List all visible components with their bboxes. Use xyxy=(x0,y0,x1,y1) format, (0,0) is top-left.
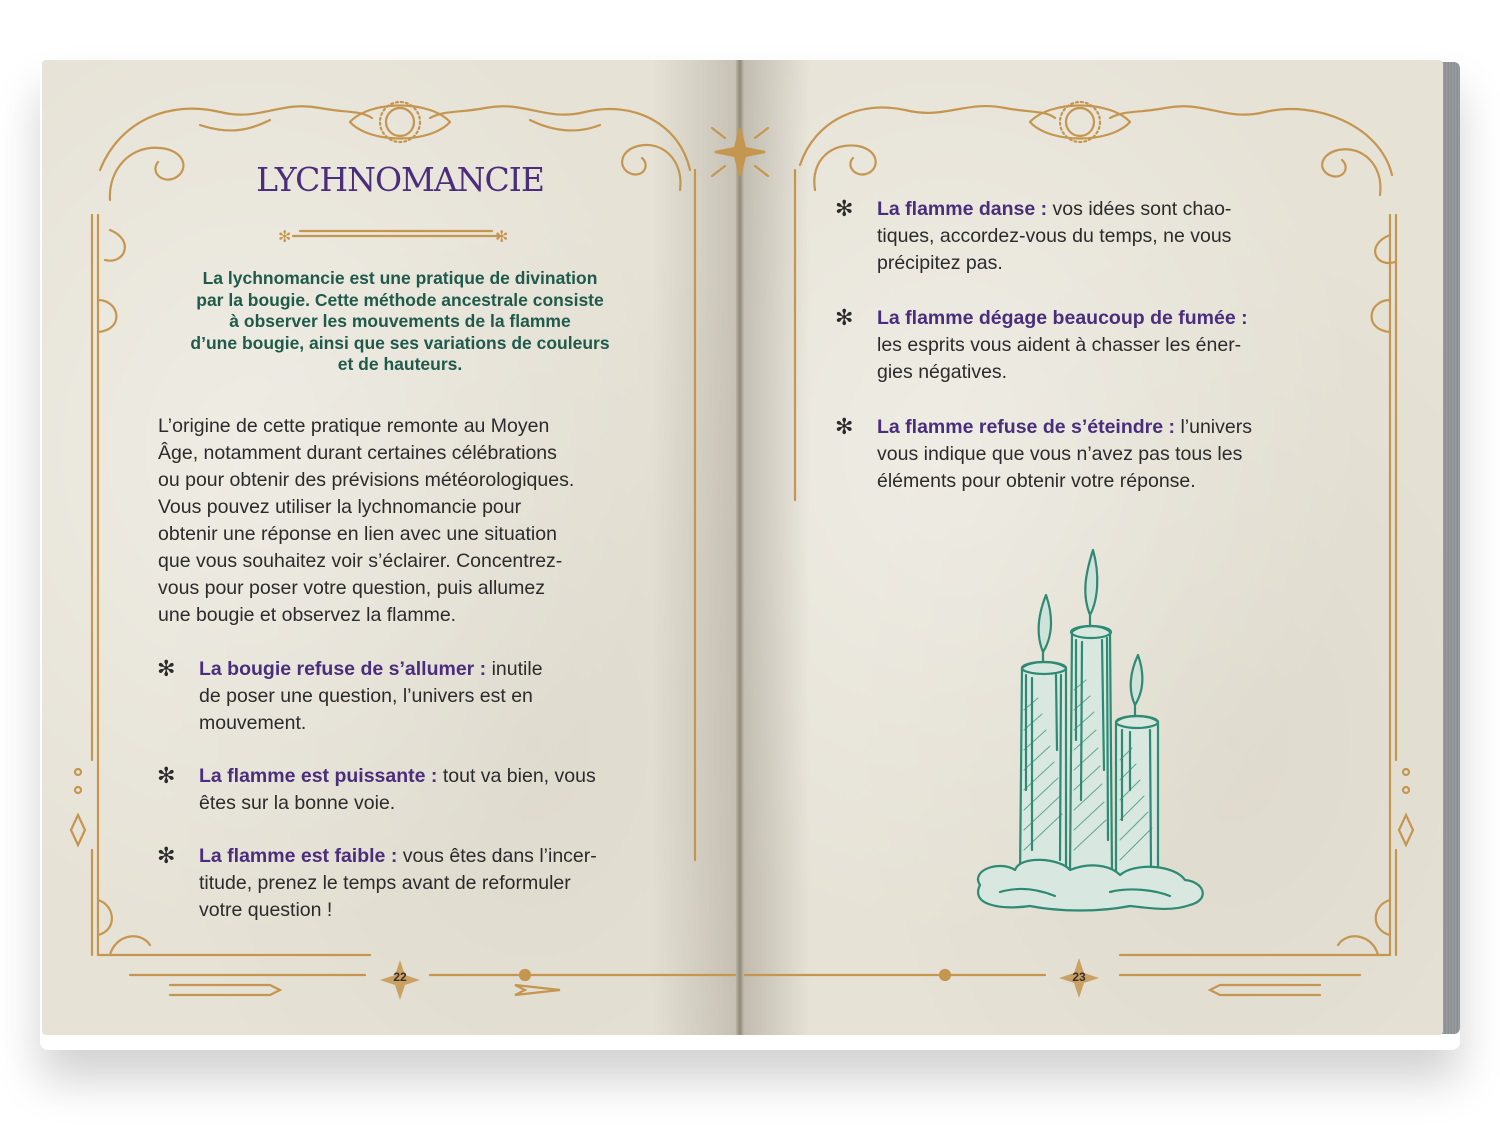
intro-line: d’une bougie, ainsi que ses variations de couleurs xyxy=(190,332,610,353)
bullet-lead: La flamme refuse de s’éteindre : xyxy=(877,416,1176,438)
body-line: obtenir une réponse en lien avec une situation xyxy=(158,523,557,545)
bullet-lead: La flamme danse : xyxy=(877,198,1048,220)
intro-line: La lychnomancie est une pratique de divination xyxy=(202,268,598,288)
bullet-lead: La flamme est faible : xyxy=(199,845,398,867)
bullet-text: l’univers xyxy=(1175,416,1252,438)
bullet-lead: La bougie refuse de s’allumer : xyxy=(199,658,487,680)
bullet-line: les esprits vous aident à chasser les éner- xyxy=(877,334,1242,356)
svg-text:✻: ✻ xyxy=(278,227,292,246)
asterisk-bullet-icon: ✻ xyxy=(835,197,854,222)
bullet-text: vous êtes dans l’incer- xyxy=(397,845,597,867)
intro-line: par la bougie. Cette méthode ancestrale consiste xyxy=(196,289,604,310)
body-line: Vous pouvez utiliser la lychnomancie pour xyxy=(158,496,522,518)
asterisk-bullet-icon: ✻ xyxy=(835,306,854,331)
intro-paragraph xyxy=(160,268,640,376)
asterisk-bullet-icon: ✻ xyxy=(157,657,176,682)
bullet-line: vous indique que vous n’avez pas tous les xyxy=(877,443,1243,465)
body-line: que vous souhaitez voir s’éclairer. Concentrez- xyxy=(158,550,563,572)
svg-text:✻: ✻ xyxy=(495,227,509,246)
body-line: une bougie et observez la flamme. xyxy=(158,604,457,626)
bullet-line: de poser une question, l’univers est en xyxy=(199,685,533,707)
page-title: LYCHNOMANCIE xyxy=(256,160,544,199)
intro-line: à observer les mouvements de la flamme xyxy=(229,311,571,331)
bullet-line: précipitez pas. xyxy=(877,252,1003,274)
asterisk-bullet-icon: ✻ xyxy=(835,415,854,440)
body-line: Âge, notamment durant certaines célébrations xyxy=(158,442,557,464)
bullet-line: éléments pour obtenir votre réponse. xyxy=(877,470,1196,492)
bullet-line: tiques, accordez-vous du temps, ne vous xyxy=(877,225,1232,247)
bullet-text: tout va bien, vous xyxy=(437,765,596,787)
bullet-lead: La flamme dégage beaucoup de fumée : xyxy=(877,307,1248,329)
bullet-line: gies négatives. xyxy=(877,361,1008,383)
bullet-line: titude, prenez le temps avant de reformuler xyxy=(199,872,571,894)
bullet-line: mouvement. xyxy=(199,712,307,734)
bullet-line: votre question ! xyxy=(199,899,333,921)
asterisk-bullet-icon: ✻ xyxy=(157,764,176,789)
asterisk-bullet-icon: ✻ xyxy=(157,844,176,869)
page-number: 23 xyxy=(1072,970,1086,984)
three-candles-illustration xyxy=(960,540,1220,920)
bullet-text: inutile xyxy=(486,658,543,680)
body-paragraph xyxy=(158,413,644,629)
page-number: 22 xyxy=(393,970,407,984)
bullet-line: êtes sur la bonne voie. xyxy=(199,792,396,814)
body-line: vous pour poser votre question, puis allumez xyxy=(158,577,545,599)
body-line: ou pour obtenir des prévisions météorologiques. xyxy=(158,469,575,491)
bullet-text: vos idées sont chao- xyxy=(1047,198,1232,220)
body-line: L’origine de cette pratique remonte au Moyen xyxy=(158,415,550,437)
bullet-lead: La flamme est puissante : xyxy=(199,765,438,787)
intro-line: et de hauteurs. xyxy=(337,354,463,374)
